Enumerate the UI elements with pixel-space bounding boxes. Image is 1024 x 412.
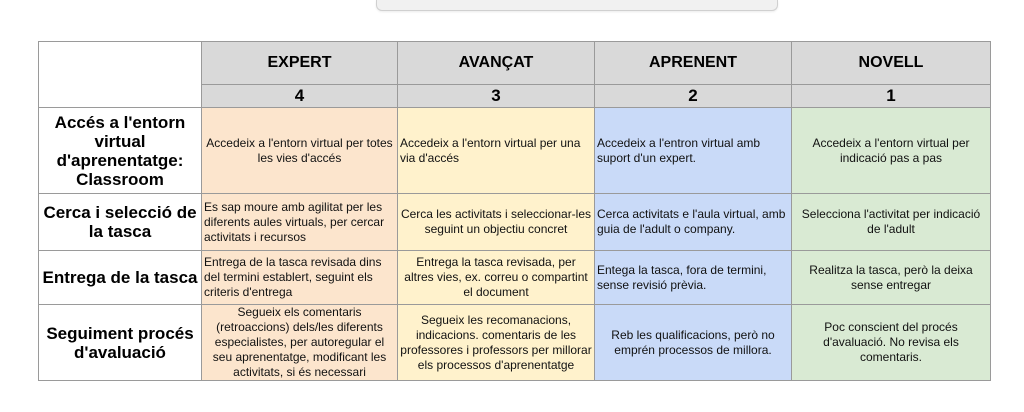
- criterion-label: Entrega de la tasca: [39, 251, 202, 305]
- rubric-cell: Segueix les recomanacions, indicacions. comentaris de les professores i professors per millorar els processos d'aprenentatge: [398, 305, 595, 381]
- rubric-cell: Cerca activitats e l'aula virtual, amb guia de l'adult o company.: [595, 194, 792, 251]
- rubric-cell: Poc conscient del procés d'avaluació. No revisa els comentaris.: [792, 305, 991, 381]
- level-number: 4: [202, 85, 398, 108]
- rubric-cell: Realitza la tasca, però la deixa sense entregar: [792, 251, 991, 305]
- level-number: 2: [595, 85, 792, 108]
- rubric-cell: Accedeix a l'entorn virtual per una via d'accés: [398, 108, 595, 194]
- criterion-label: Cerca i selecció de la tasca: [39, 194, 202, 251]
- rubric-cell: Es sap moure amb agilitat per les diferents aules virtuals, per cercar activitats i recursos: [202, 194, 398, 251]
- column-header-avancat: AVANÇAT: [398, 42, 595, 85]
- rubric-cell: Accedeix a l'entron virtual amb suport d'un expert.: [595, 108, 792, 194]
- table-row: [39, 194, 991, 251]
- criterion-label: Seguiment procés d'avaluació: [39, 305, 202, 381]
- rubric-cell: Accedeix a l'entorn virtual per totes les vies d'accés: [202, 108, 398, 194]
- criterion-label: Accés a l'entorn virtual d'aprenentatge: Classroom: [39, 108, 202, 194]
- rubric-cell: Entega la tasca, fora de termini, sense revisió prèvia.: [595, 251, 792, 305]
- table-row: [39, 108, 991, 194]
- rubric-cell: Reb les qualificacions, però no emprén processos de millora.: [595, 305, 792, 381]
- rubric-table: [38, 41, 991, 381]
- top-window-bar: [376, 0, 778, 11]
- column-header-aprenent: APRENENT: [595, 42, 792, 85]
- rubric-cell: Selecciona l'activitat per indicació de l'adult: [792, 194, 991, 251]
- column-header-expert: EXPERT: [202, 42, 398, 85]
- corner-cell: [39, 42, 202, 108]
- rubric-cell: Accedeix a l'entorn virtual per indicació pas a pas: [792, 108, 991, 194]
- rubric-cell: Cerca les activitats i seleccionar-les seguint un objectiu concret: [398, 194, 595, 251]
- table-row: [39, 251, 991, 305]
- rubric-cell: Segueix els comentaris (retroaccions) dels/les diferents especialistes, per autoregular el seu aprenentatge, modificant les activitats, si és necessari: [202, 305, 398, 381]
- rubric-cell: Entrega la tasca revisada, per altres vies, ex. correu o compartint el document: [398, 251, 595, 305]
- table-row: [39, 305, 991, 381]
- header-row: [39, 42, 991, 85]
- rubric-cell: Entrega de la tasca revisada dins del termini establert, seguint els criteris d'entrega: [202, 251, 398, 305]
- level-number: 3: [398, 85, 595, 108]
- column-header-novell: NOVELL: [792, 42, 991, 85]
- level-number: 1: [792, 85, 991, 108]
